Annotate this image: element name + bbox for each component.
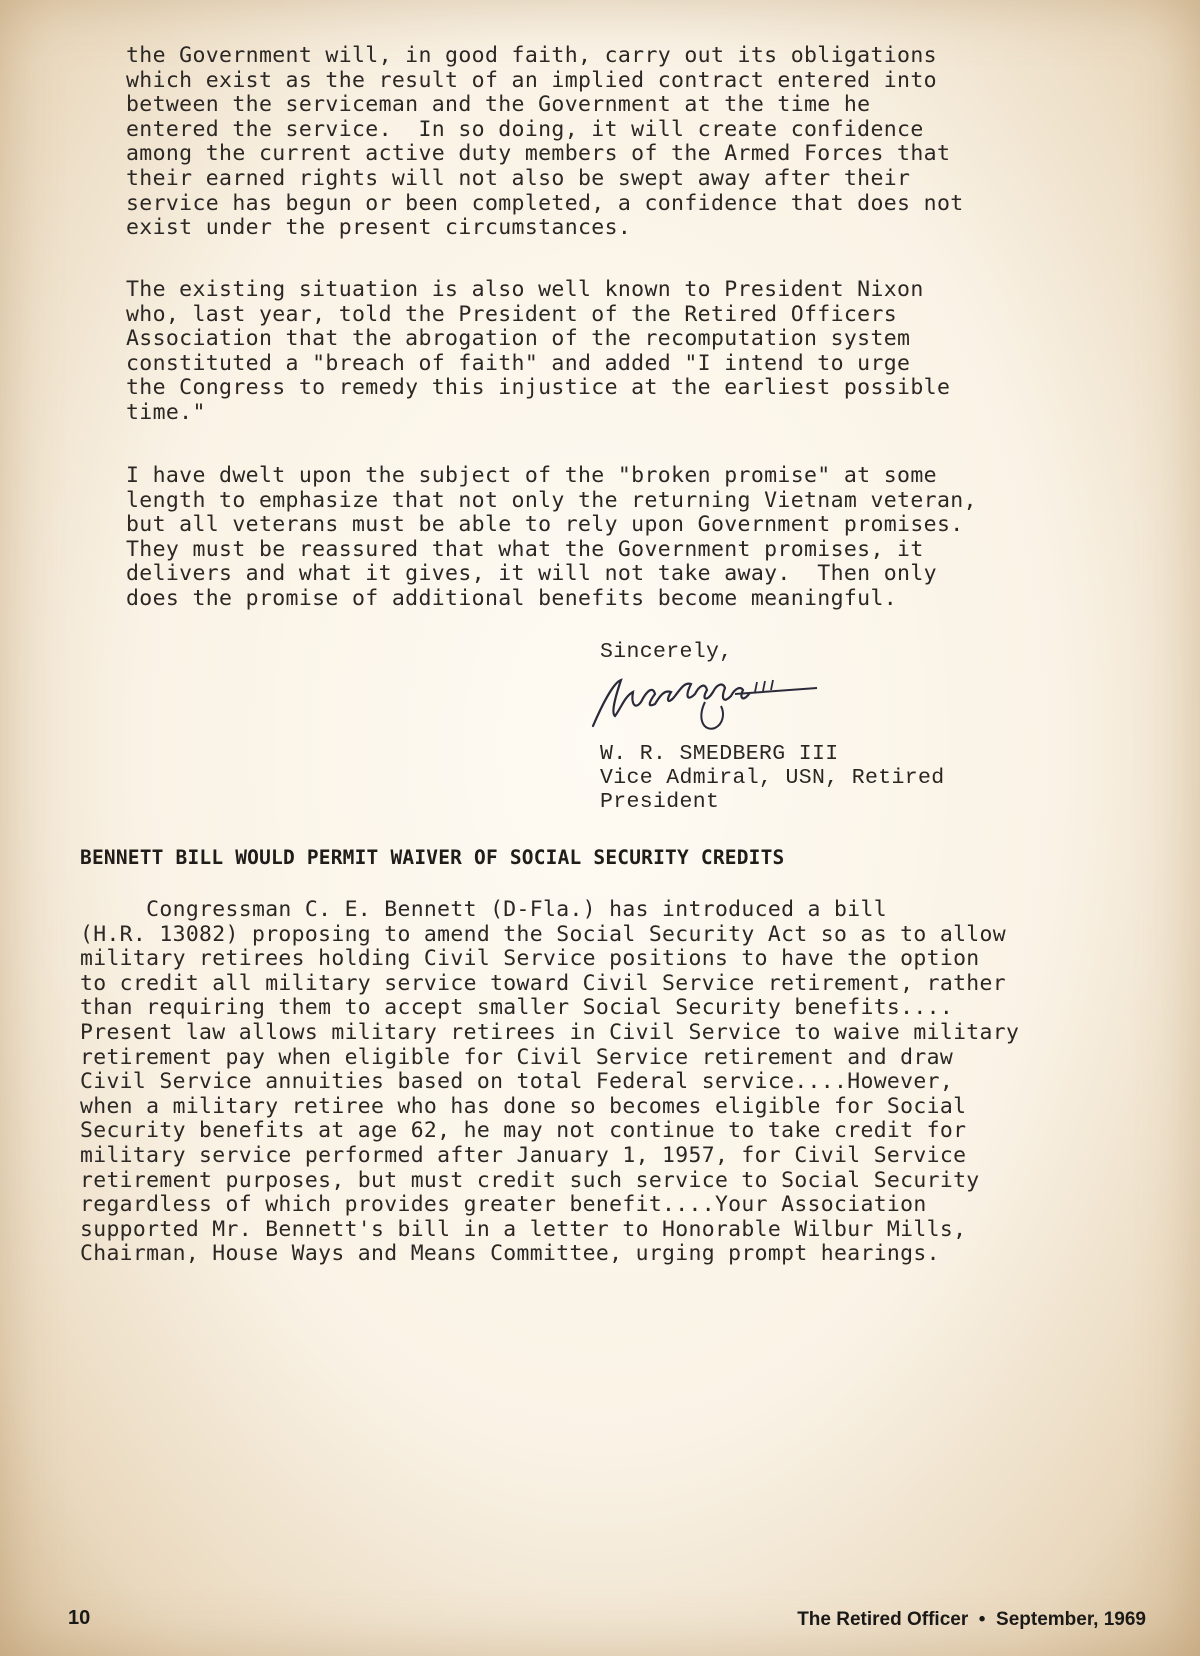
closing-salutation: Sincerely, bbox=[600, 640, 733, 664]
letter-paragraph-1: the Government will, in good faith, carry out its obligations which exist as the result of an implied contract entered into between the serviceman and the Government at the time he entered the service. In so doing, it will create confidence among the current active duty members of the Armed Forces that their earned rights will not also be swept away after their service has begun or been completed, a confidence that does not exist under the present circumstances. bbox=[126, 43, 964, 241]
signer-role: President bbox=[600, 790, 720, 814]
separator-dot: • bbox=[978, 1609, 986, 1630]
letter-paragraph-3: I have dwelt upon the subject of the "broken promise" at some length to emphasize that not only the returning Vietnam veteran, but all veterans must be able to rely upon Government promises. They must be reassured that what the Government promises, it delivers and what it gives, it will not take away. Then only does the promise of additional benefits become meaningful. bbox=[126, 463, 977, 611]
page-number: 10 bbox=[68, 1607, 91, 1629]
publication-title: The Retired Officer bbox=[797, 1609, 969, 1630]
handwritten-signature bbox=[585, 668, 825, 740]
article-heading: BENNETT BILL WOULD PERMIT WAIVER OF SOCIAL SECURITY CREDITS bbox=[80, 846, 785, 869]
running-footer bbox=[797, 1609, 1146, 1631]
signer-name: W. R. SMEDBERG III bbox=[600, 742, 839, 766]
issue-date: September, 1969 bbox=[996, 1609, 1146, 1630]
article-body: Congressman C. E. Bennett (D-Fla.) has introduced a bill (H.R. 13082) proposing to amend the Social Security Act so as to allow military retirees holding Civil Service positions to have the option to credit all military service toward Civil Service retirement, rather than requiring them to accept smaller Social Security benefits.... Present law allows military retirees in Civil Service to waive military retirement pay when eligible for Civil Service retirement and draw Civil Service annuities based on total Federal service....However, when a military retiree who has done so becomes eligible for Social Security benefits at age 62, he may not continue to take credit for military service performed after January 1, 1957, for Civil Service retirement purposes, but must credit such service to Social Security regardless of which provides greater benefit....Your Association supported Mr. Bennett's bill in a letter to Honorable Wilbur Mills, Chairman, House Ways and Means Committee, urging prompt hearings. bbox=[80, 897, 1020, 1267]
letter-paragraph-2: The existing situation is also well known to President Nixon who, last year, told the President of the Retired Officers Association that the abrogation of the recomputation system constituted a "breach of faith" and added "I intend to urge the Congress to remedy this injustice at the earliest possible time." bbox=[126, 277, 951, 425]
signer-title: Vice Admiral, USN, Retired bbox=[600, 766, 945, 790]
